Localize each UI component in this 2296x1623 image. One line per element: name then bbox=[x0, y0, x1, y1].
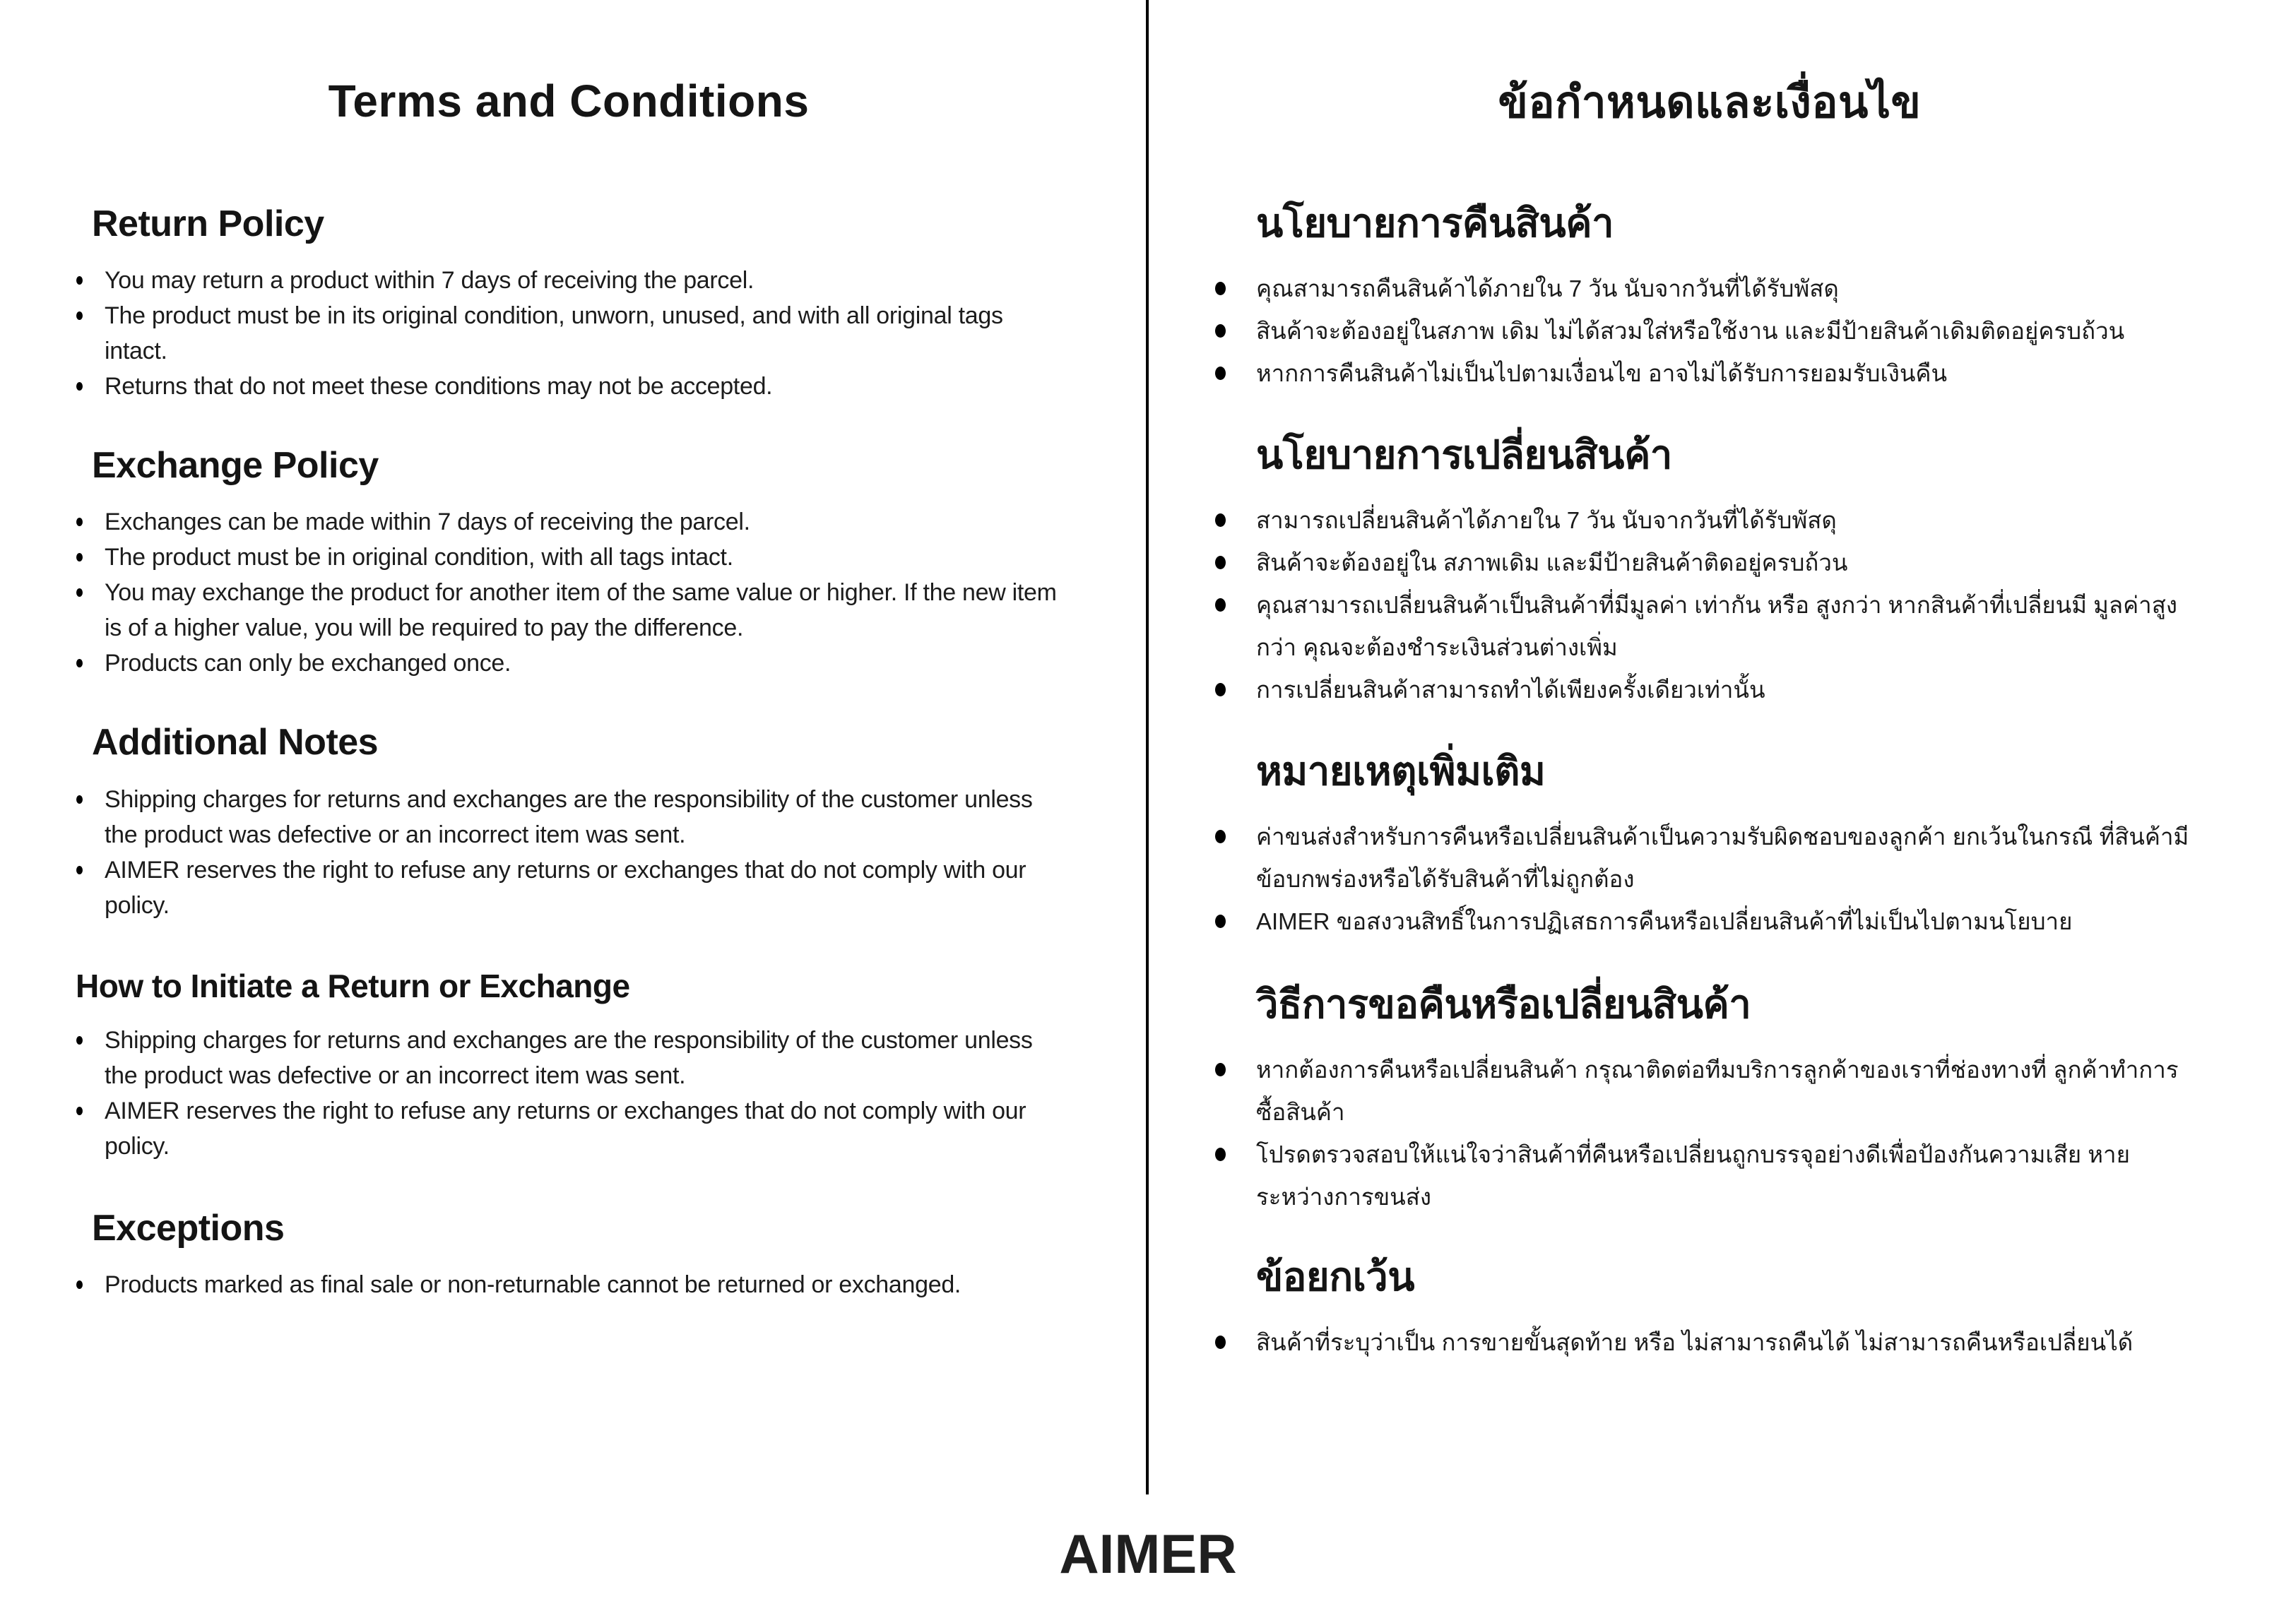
exchange-policy-list-th bbox=[1215, 499, 2204, 711]
list-item: Products can only be exchanged once. bbox=[74, 646, 1063, 681]
brand-logo: AIMER bbox=[1059, 1523, 1237, 1585]
list-item: The product must be in its original condition, unworn, unused, and with all original tags intact. bbox=[74, 298, 1063, 369]
section-heading-how-to-initiate-th: วิธีการขอคืนหรือเปลี่ยนสินค้า bbox=[1256, 982, 1751, 1027]
page-title-thai: ข้อกำหนดและเงื่อนไข bbox=[1498, 78, 1922, 127]
list-item: การเปลี่ยนสินค้าสามารถทำได้เพียงครั้งเดียวเท่านั้น bbox=[1215, 669, 2204, 711]
how-to-initiate-list bbox=[74, 1023, 1063, 1164]
list-item: Shipping charges for returns and exchanges are the responsibility of the customer unless the product was defective or an incorrect item was sent. bbox=[74, 782, 1063, 852]
additional-notes-list bbox=[74, 782, 1063, 923]
list-item: สินค้าที่ระบุว่าเป็น การขายขั้นสุดท้าย หรือ ไม่สามารถคืนได้ ไม่สามารถคืนหรือเปลี่ยนได้ bbox=[1215, 1321, 2204, 1364]
section-heading-return-policy: Return Policy bbox=[92, 203, 324, 244]
list-item: Products marked as final sale or non-returnable cannot be returned or exchanged. bbox=[74, 1267, 1063, 1302]
list-item: สินค้าจะต้องอยู่ใน สภาพเดิม และมีป้ายสินค้าติดอยู่ครบถ้วน bbox=[1215, 542, 2204, 584]
list-item: You may exchange the product for another item of the same value or higher. If the new item is of a higher value, you will be required to pay the difference. bbox=[74, 575, 1063, 646]
list-item: โปรดตรวจสอบให้แน่ใจว่าสินค้าที่คืนหรือเปลี่ยนถูกบรรจุอย่างดีเพื่อป้องกันความเสีย หายระหว่างการขนส่ง bbox=[1215, 1134, 2204, 1218]
list-item: Returns that do not meet these conditions may not be accepted. bbox=[74, 369, 1063, 404]
how-to-initiate-list-th bbox=[1215, 1049, 2204, 1218]
list-item: หากต้องการคืนหรือเปลี่ยนสินค้า กรุณาติดต่อทีมบริการลูกค้าของเราที่ช่องทางที่ ลูกค้าทำการซื้อสินค้า bbox=[1215, 1049, 2204, 1134]
list-item: AIMER ขอสงวนสิทธิ์ในการปฏิเสธการคืนหรือเปลี่ยนสินค้าที่ไม่เป็นไปตามนโยบาย bbox=[1215, 900, 2204, 943]
list-item: AIMER reserves the right to refuse any returns or exchanges that do not comply with our policy. bbox=[74, 1093, 1063, 1164]
section-heading-exchange-policy-th: นโยบายการเปลี่ยนสินค้า bbox=[1256, 432, 1672, 477]
list-item: สินค้าจะต้องอยู่ในสภาพ เดิม ไม่ได้สวมใส่หรือใช้งาน และมีป้ายสินค้าเดิมติดอยู่ครบถ้วน bbox=[1215, 310, 2204, 352]
section-heading-how-to-initiate: How to Initiate a Return or Exchange bbox=[76, 967, 630, 1004]
column-divider-line bbox=[1146, 0, 1149, 1494]
exceptions-list-th bbox=[1215, 1321, 2204, 1364]
exchange-policy-list bbox=[74, 504, 1063, 681]
section-heading-additional-notes: Additional Notes bbox=[92, 722, 379, 763]
list-item: AIMER reserves the right to refuse any returns or exchanges that do not comply with our policy. bbox=[74, 852, 1063, 923]
list-item: สามารถเปลี่ยนสินค้าได้ภายใน 7 วัน นับจากวันที่ได้รับพัสดุ bbox=[1215, 499, 2204, 542]
section-heading-exceptions: Exceptions bbox=[92, 1207, 285, 1249]
list-item: You may return a product within 7 days of receiving the parcel. bbox=[74, 263, 1063, 298]
additional-notes-list-th bbox=[1215, 816, 2204, 943]
section-heading-exceptions-th: ข้อยกเว้น bbox=[1256, 1254, 1414, 1300]
list-item: Exchanges can be made within 7 days of receiving the parcel. bbox=[74, 504, 1063, 540]
return-policy-list bbox=[74, 263, 1063, 404]
list-item: คุณสามารถเปลี่ยนสินค้าเป็นสินค้าที่มีมูลค่า เท่ากัน หรือ สูงกว่า หากสินค้าที่เปลี่ยนมี มูลค่าสูงกว่า คุณจะต้องชำระเงินส่วนต่างเพิ่ม bbox=[1215, 584, 2204, 669]
return-policy-list-th bbox=[1215, 268, 2204, 395]
list-item: คุณสามารถคืนสินค้าได้ภายใน 7 วัน นับจากวันที่ได้รับพัสดุ bbox=[1215, 268, 2204, 310]
list-item: The product must be in original condition, with all tags intact. bbox=[74, 540, 1063, 575]
list-item: Shipping charges for returns and exchanges are the responsibility of the customer unless the product was defective or an incorrect item was sent. bbox=[74, 1023, 1063, 1093]
page-title-english: Terms and Conditions bbox=[328, 76, 810, 126]
list-item: ค่าขนส่งสำหรับการคืนหรือเปลี่ยนสินค้าเป็นความรับผิดชอบของลูกค้า ยกเว้นในกรณี ที่สินค้ามีข้อบกพร่องหรือได้รับสินค้าที่ไม่ถูกต้อง bbox=[1215, 816, 2204, 900]
list-item: หากการคืนสินค้าไม่เป็นไปตามเงื่อนไข อาจไม่ได้รับการยอมรับเงินคืน bbox=[1215, 352, 2204, 395]
english-column bbox=[0, 0, 1148, 1364]
thai-column bbox=[1148, 0, 2296, 1364]
exceptions-list bbox=[74, 1267, 1063, 1302]
section-heading-additional-notes-th: หมายเหตุเพิ่มเติม bbox=[1256, 749, 1546, 794]
section-heading-exchange-policy: Exchange Policy bbox=[92, 444, 379, 486]
section-heading-return-policy-th: นโยบายการคืนสินค้า bbox=[1256, 201, 1614, 246]
